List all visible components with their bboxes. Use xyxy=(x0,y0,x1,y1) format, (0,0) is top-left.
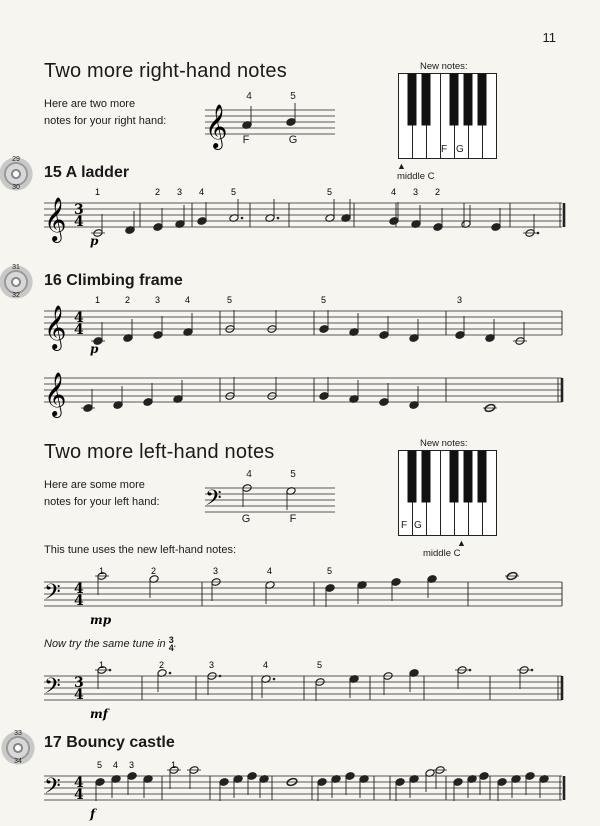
fingering-number: 3 xyxy=(129,760,135,770)
fingering-number: 4 xyxy=(267,566,273,576)
piece-number: 16 xyxy=(44,272,62,289)
fingering-number: 3 xyxy=(209,660,215,670)
black-key xyxy=(422,451,431,503)
black-key xyxy=(422,74,431,126)
piano-keyboard xyxy=(398,73,500,160)
black-key xyxy=(408,451,417,503)
key-letter-f: F xyxy=(401,520,408,531)
tune-intro: This tune uses the new left-hand notes: xyxy=(44,544,237,556)
time-signature-top: 4 xyxy=(74,581,84,597)
fingering-number: 5 xyxy=(290,469,296,480)
fingering-number: 3 xyxy=(413,187,419,197)
time-signature-bottom: 4 xyxy=(74,322,84,338)
fingering-number: 1 xyxy=(99,566,105,576)
fingering-number: 3 xyxy=(457,295,463,305)
fingering-number: 4 xyxy=(113,760,119,770)
track-number: 30 xyxy=(12,184,20,191)
middle-c-label: middle C xyxy=(397,171,435,182)
fingering-number: 4 xyxy=(185,295,191,305)
intro-line: Here are some more xyxy=(44,479,145,491)
intro-line: Here are two more xyxy=(44,98,136,110)
music-system-17 xyxy=(44,760,564,826)
section-intro-left-hand xyxy=(44,477,160,511)
black-key xyxy=(408,74,417,126)
note-letter: G xyxy=(241,513,251,525)
music-system-16-line2 xyxy=(44,368,564,428)
fingering-number: 2 xyxy=(435,187,441,197)
keyboard-caption: New notes: xyxy=(420,438,468,449)
try-text-label: Now try the same tune in xyxy=(44,637,166,650)
fingering-number: 5 xyxy=(321,295,327,305)
track-number: 32 xyxy=(12,292,20,299)
time-signature-bottom: 4 xyxy=(74,687,84,703)
dot xyxy=(241,217,244,220)
note-letter: F xyxy=(289,513,297,525)
time-signature-top: 4 xyxy=(74,775,84,791)
piece-name: A ladder xyxy=(65,164,130,181)
music-system-15 xyxy=(44,187,564,260)
time-signature-top: 4 xyxy=(74,310,84,326)
dot xyxy=(531,669,534,672)
black-key xyxy=(464,74,473,126)
page-number: 11 xyxy=(542,30,556,45)
music-system-bass-3-4 xyxy=(44,660,564,725)
fingering-number: 5 xyxy=(317,660,323,670)
dot xyxy=(469,669,472,672)
fingering-number: 1 xyxy=(99,660,105,670)
try-text: Now try the same tune in 3 4 . xyxy=(44,635,177,653)
piece-number: 15 xyxy=(44,164,62,181)
black-key xyxy=(464,451,473,503)
time-signature-top: 3 xyxy=(74,202,84,218)
inline-time-signature xyxy=(169,636,174,652)
middle-c-arrow-icon: ▲ xyxy=(457,538,466,548)
time-signature-bottom: 4 xyxy=(74,787,84,803)
dynamic-marking: p xyxy=(90,342,99,356)
black-key xyxy=(450,451,459,503)
fingering-number: 2 xyxy=(125,295,131,305)
track-number: 33 xyxy=(14,730,22,737)
note-letter: G xyxy=(288,134,298,146)
fingering-number: 5 xyxy=(97,760,103,770)
fingering-number: 4 xyxy=(391,187,397,197)
dot xyxy=(219,675,222,678)
fingering-number: 3 xyxy=(155,295,161,305)
dynamic-marking: mf xyxy=(90,707,108,721)
key-letter-g: G xyxy=(456,144,464,155)
dot xyxy=(169,672,172,675)
track-number: 31 xyxy=(12,264,20,271)
treble-clef-icon: 𝄞 xyxy=(44,372,67,416)
time-signature-bottom: 4 xyxy=(74,214,84,230)
fingering-number: 5 xyxy=(227,295,233,305)
bass-clef-icon: 𝄢 xyxy=(44,674,61,704)
fingering-number: 4 xyxy=(246,469,252,480)
piece-title-16 xyxy=(44,272,183,290)
bass-clef-icon: 𝄢 xyxy=(44,774,61,804)
fingering-number: 2 xyxy=(159,660,165,670)
new-notes-bass-staff xyxy=(205,478,335,518)
dynamic-marking: mp xyxy=(90,613,112,627)
time-top: 3 xyxy=(168,635,174,645)
black-key xyxy=(478,451,487,503)
piece-title-17 xyxy=(44,734,175,752)
time-signature-top: 3 xyxy=(74,675,84,691)
middle-c-arrow-icon: ▲ xyxy=(397,161,406,171)
dot xyxy=(537,232,540,235)
bass-clef-icon: 𝄢 xyxy=(205,486,222,516)
section-intro-right-hand xyxy=(44,96,166,130)
piece-name: Climbing frame xyxy=(66,272,183,289)
piece-number: 17 xyxy=(44,734,62,751)
section-title-right-hand: Two more right-hand notes xyxy=(44,60,287,82)
track-number: 29 xyxy=(12,156,20,163)
music-system-16-line1 xyxy=(44,295,564,368)
music-system-bass-4-4 xyxy=(44,566,564,628)
time-signature-bottom: 4 xyxy=(74,593,84,609)
dot xyxy=(109,669,112,672)
dot xyxy=(277,217,280,220)
fingering-number: 5 xyxy=(290,91,296,102)
bass-clef-icon: 𝄢 xyxy=(44,580,61,610)
treble-clef-icon: 𝄞 xyxy=(205,104,228,148)
fingering-number: 1 xyxy=(95,295,101,305)
note-letter: F xyxy=(242,134,250,146)
fingering-number: 5 xyxy=(231,187,237,197)
fingering-number: 2 xyxy=(155,187,161,197)
fingering-number: 3 xyxy=(177,187,183,197)
new-notes-treble-staff xyxy=(205,100,335,148)
fingering-number: 4 xyxy=(246,91,252,102)
fingering-number: 1 xyxy=(95,187,101,197)
fingering-number: 1 xyxy=(171,760,177,770)
fingering-number: 4 xyxy=(199,187,205,197)
fingering-number: 2 xyxy=(151,566,157,576)
fingering-number: 3 xyxy=(213,566,219,576)
middle-c-label: middle C xyxy=(423,548,461,559)
section-title-left-hand: Two more left-hand notes xyxy=(44,441,275,463)
dot xyxy=(273,678,276,681)
dynamic-marking: f xyxy=(90,807,96,821)
piece-name: Bouncy castle xyxy=(66,734,175,751)
key-letter-g: G xyxy=(414,520,422,531)
treble-clef-icon: 𝄞 xyxy=(44,197,67,241)
track-number: 34 xyxy=(14,758,22,765)
time-bottom: 4 xyxy=(168,643,174,653)
keyboard-caption: New notes: xyxy=(420,61,468,72)
black-key xyxy=(478,74,487,126)
treble-clef-icon: 𝄞 xyxy=(44,305,67,349)
fingering-number: 5 xyxy=(327,566,333,576)
key-letter-f: F xyxy=(441,144,448,155)
fingering-number: 5 xyxy=(327,187,333,197)
fingering-number: 4 xyxy=(263,660,269,670)
intro-line: notes for your left hand: xyxy=(44,496,160,508)
intro-line: notes for your right hand: xyxy=(44,115,167,127)
piece-title-15 xyxy=(44,164,129,182)
black-key xyxy=(450,74,459,126)
dynamic-marking: p xyxy=(90,234,99,248)
